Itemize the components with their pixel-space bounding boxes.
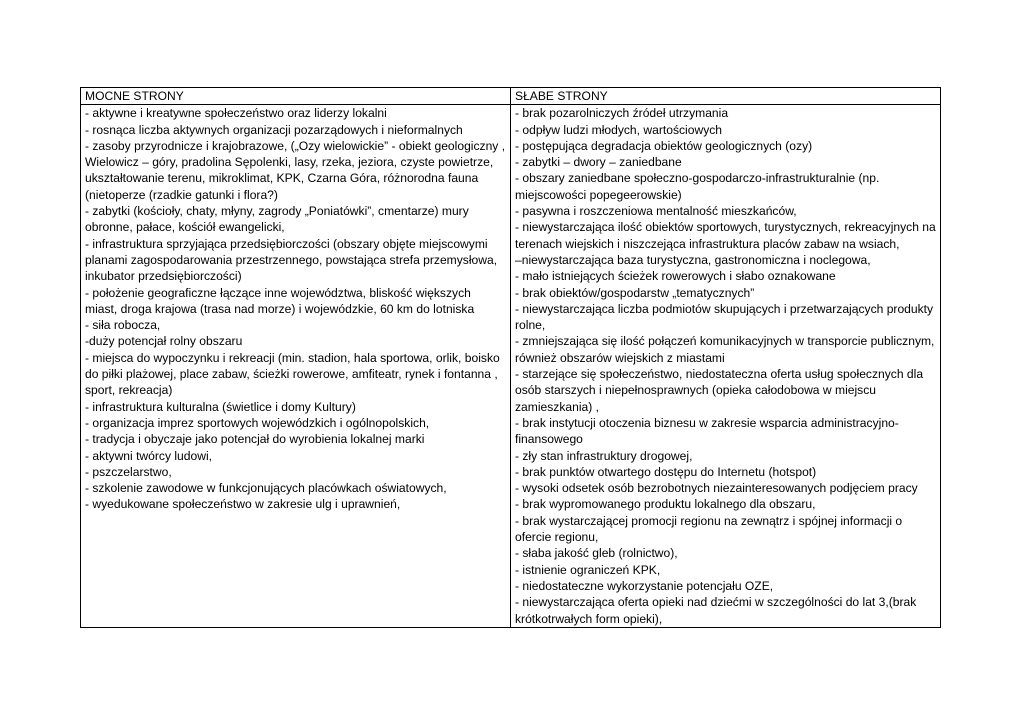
weaknesses-header: SŁABE STRONY <box>511 88 941 105</box>
strengths-header: MOCNE STRONY <box>81 88 511 105</box>
weakness-item: - postępująca degradacja obiektów geologicznych (ozy) <box>515 138 813 153</box>
strength-item: - tradycja i obyczaje jako potencjał do wyrobienia lokalnej marki <box>85 432 425 447</box>
strength-item: - zasoby przyrodnicze i krajobrazowe, („Ozy wielowickie” - obiekt geologiczny , Wielowicz – góry, pradolina Sępolenki, lasy, rzeka, jeziora, czyste powietrze, ukształtowanie terenu, mikroklimat, KPK, Czarna Góra, różnorodna fauna (nietoperze (rzadkie gatunki i flora?) <box>85 138 506 202</box>
weakness-item: - niedostateczne wykorzystanie potencjału OZE, <box>515 578 774 593</box>
weakness-item: - brak wypromowanego produktu lokalnego dla obszaru, <box>515 497 816 512</box>
weakness-item: - odpływ ludzi młodych, wartościowych <box>515 122 723 137</box>
strength-item: - infrastruktura sprzyjająca przedsiębiorczości (obszary objęte miejscowymi planami zagospodarowania przestrzennego, powstająca strefa przemysłowa, inkubator przedsiębiorczości) <box>85 236 498 284</box>
weakness-item: - niewystarczająca liczba podmiotów skupujących i przetwarzających produkty rolne, <box>515 301 934 333</box>
content-row <box>81 105 941 628</box>
weakness-item: - brak pozarolniczych źródeł utrzymania <box>515 106 729 121</box>
weakness-item: - zmniejszająca się ilość połączeń komunikacyjnych w transporcie publicznym, również obszarów wiejskich z miastami <box>515 334 935 365</box>
strength-item: - wyedukowane społeczeństwo w zakresie ulg i uprawnień, <box>85 497 401 512</box>
weakness-item: - pasywna i roszczeniowa mentalność mieszkańców, <box>515 204 797 219</box>
weakness-item: - starzejące się społeczeństwo, niedostateczna oferta usług społecznych dla osób starszych i niepełnosprawnych (opieka całodobowa w miejscu zamieszkania) , <box>515 367 924 414</box>
weaknesses-list <box>515 105 936 627</box>
weakness-item: - mało istniejących ścieżek rowerowych i słabo oznakowane <box>515 269 836 284</box>
strength-item: - aktywne i kreatywne społeczeństwo oraz liderzy lokalni <box>85 106 387 121</box>
weakness-item: - obszary zaniedbane społeczno-gospodarczo-infrastrukturalnie (np. miejscowości popegeerowskie) <box>515 171 880 202</box>
weakness-item: - zabytki – dwory – zaniedbane <box>515 155 682 170</box>
header-row <box>81 88 941 105</box>
strength-item: -duży potencjał rolny obszaru <box>85 334 243 349</box>
weakness-item: - brak instytucji otoczenia biznesu w zakresie wsparcia administracyjno-finansowego <box>515 415 899 447</box>
weakness-item: - brak wystarczającej promocji regionu na zewnątrz i spójnej informacji o ofercie regionu, <box>515 513 903 545</box>
strength-item: - siła robocza, <box>85 318 161 333</box>
strength-item: - zabytki (kościoły, chaty, młyny, zagrody „Poniatówki”, cmentarze) mury obronne, pałace, kościół ewangelicki, <box>85 204 469 235</box>
swot-table <box>80 87 941 628</box>
strength-item: - rosnąca liczba aktywnych organizacji pozarządowych i nieformalnych <box>85 122 463 137</box>
weakness-item: - niewystarczająca ilość obiektów sportowych, turystycznych, rekreacyjnych na terenach wiejskich i niszczejąca infrastruktura placów zabaw na wsiach, <box>515 220 936 251</box>
weakness-item: –niewystarczająca baza turystyczna, gastronomiczna i noclegowa, <box>515 252 871 267</box>
strength-item: - pszczelarstwo, <box>85 464 172 479</box>
strength-item: - organizacja imprez sportowych wojewódzkich i ogólnopolskich, <box>85 415 430 430</box>
strength-item: - szkolenie zawodowe w funkcjonujących placówkach oświatowych, <box>85 481 447 496</box>
weakness-item: - brak punktów otwartego dostępu do Internetu (hotspot) <box>515 464 817 479</box>
weakness-item: - istnienie ograniczeń KPK, <box>515 562 661 577</box>
weakness-item: - wysoki odsetek osób bezrobotnych niezainteresowanych podjęciem pracy <box>515 481 918 496</box>
strengths-list <box>85 105 506 512</box>
strength-item: - miejsca do wypoczynku i rekreacji (min. stadion, hala sportowa, orlik, boisko do piłki plażowej, place zabaw, ścieżki rowerowe, amfiteatr, rynek i fontanna , sport, rekreacja) <box>85 350 500 398</box>
weakness-item: - słaba jakość gleb (rolnictwo), <box>515 546 678 561</box>
strengths-cell <box>81 105 511 628</box>
strength-item: - położenie geograficzne łączące inne województwa, bliskość większych miast, droga krajowa (trasa nad morze) i wojewódzkie, 60 km do lotniska <box>85 285 475 316</box>
weaknesses-cell <box>511 105 941 628</box>
weakness-item: - niewystarczająca oferta opieki nad dziećmi w szczególności do lat 3,(brak krótkotrwałych form opieki), <box>515 595 917 626</box>
weakness-item: - brak obiektów/gospodarstw „tematycznych” <box>515 285 755 300</box>
strength-item: - aktywni twórcy ludowi, <box>85 448 213 463</box>
weakness-item: - zły stan infrastruktury drogowej, <box>515 448 693 463</box>
strength-item: - infrastruktura kulturalna (świetlice i domy Kultury) <box>85 399 356 414</box>
